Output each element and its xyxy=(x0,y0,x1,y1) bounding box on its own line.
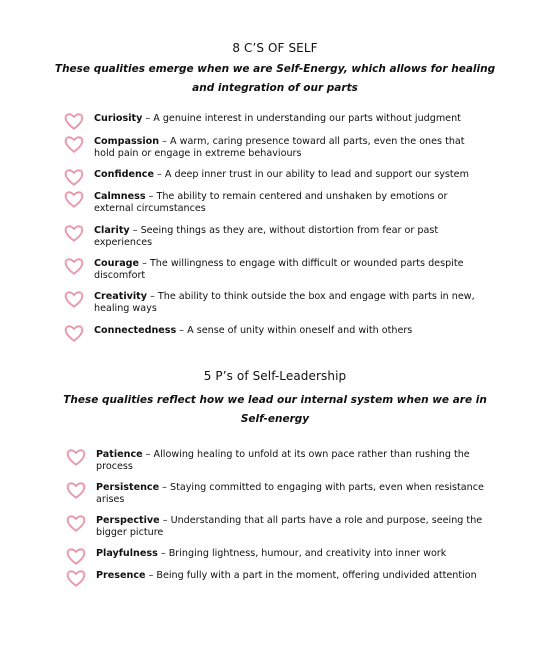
subtitle-line: Self-energy xyxy=(240,413,310,425)
quality-term: Courage xyxy=(94,258,140,269)
quality-term: Confidence xyxy=(94,169,154,180)
heart-outline-icon xyxy=(63,110,85,132)
subtitle-line: These qualities emerge when we are Self-Energy, which allows for healing xyxy=(54,63,496,75)
quality-description: – A warm, caring presence toward all parts, even the ones that hold pain or engage in extreme behaviours xyxy=(94,136,465,159)
quality-description: – A genuine interest in understanding our parts without judgment xyxy=(142,113,461,124)
heart-outline-icon xyxy=(63,255,85,277)
quality-item xyxy=(94,258,484,282)
subtitle-line: and integration of our parts xyxy=(192,82,358,94)
quality-term: Curiosity xyxy=(94,113,143,124)
quality-term: Presence xyxy=(96,570,146,581)
quality-description: – The ability to think outside the box and engage with parts in new, healing ways xyxy=(94,291,475,314)
quality-item xyxy=(94,113,484,125)
quality-item xyxy=(96,449,486,473)
quality-term: Creativity xyxy=(94,291,148,302)
heart-outline-icon xyxy=(65,479,87,501)
section-title-cs: 8 C’S OF SELF xyxy=(232,41,318,55)
section-title-ps: 5 P’s of Self-Leadership xyxy=(203,369,347,383)
heart-outline-icon xyxy=(63,222,85,244)
quality-term: Clarity xyxy=(94,225,130,236)
quality-description: – The willingness to engage with difficult or wounded parts despite discomfort xyxy=(94,258,464,281)
quality-description: – A deep inner trust in our ability to lead and support our system xyxy=(153,169,469,180)
quality-item xyxy=(94,325,484,337)
heart-outline-icon xyxy=(63,188,85,210)
quality-term: Calmness xyxy=(94,191,146,202)
quality-item xyxy=(94,291,484,315)
quality-item xyxy=(96,515,486,539)
heart-outline-icon xyxy=(65,446,87,468)
heart-outline-icon xyxy=(65,545,87,567)
quality-term: Playfulness xyxy=(96,548,158,559)
section-subtitle-cs xyxy=(40,60,510,98)
quality-term: Perspective xyxy=(96,515,160,526)
quality-description: – Understanding that all parts have a role and purpose, seeing the bigger picture xyxy=(96,515,483,538)
quality-item xyxy=(94,225,484,249)
quality-term: Compassion xyxy=(94,136,160,147)
quality-description: – Allowing healing to unfold at its own pace rather than rushing the process xyxy=(96,449,470,472)
quality-term: Persistence xyxy=(96,482,160,493)
heart-outline-icon xyxy=(63,322,85,344)
heart-outline-icon xyxy=(65,512,87,534)
heart-outline-icon xyxy=(63,166,85,188)
quality-term: Patience xyxy=(96,449,143,460)
quality-item xyxy=(96,548,486,560)
quality-item xyxy=(94,169,484,181)
quality-term: Connectedness xyxy=(94,325,177,336)
quality-item xyxy=(96,570,486,582)
quality-item xyxy=(94,136,484,160)
quality-description: – The ability to remain centered and unshaken by emotions or external circumstances xyxy=(94,191,448,214)
subtitle-line: These qualities reflect how we lead our internal system when we are in xyxy=(63,394,487,406)
quality-description: – Being fully with a part in the moment, offering undivided attention xyxy=(145,570,477,581)
quality-description: – Bringing lightness, humour, and creativity into inner work xyxy=(157,548,447,559)
heart-outline-icon xyxy=(63,133,85,155)
heart-outline-icon xyxy=(63,288,85,310)
heart-outline-icon xyxy=(65,567,87,589)
quality-description: – Seeing things as they are, without distortion from fear or past experiences xyxy=(94,225,439,248)
quality-description: – Staying committed to engaging with parts, even when resistance arises xyxy=(96,482,484,505)
quality-item xyxy=(94,191,484,215)
section-subtitle-ps xyxy=(40,391,510,429)
quality-item xyxy=(96,482,486,506)
quality-description: – A sense of unity within oneself and with others xyxy=(176,325,413,336)
